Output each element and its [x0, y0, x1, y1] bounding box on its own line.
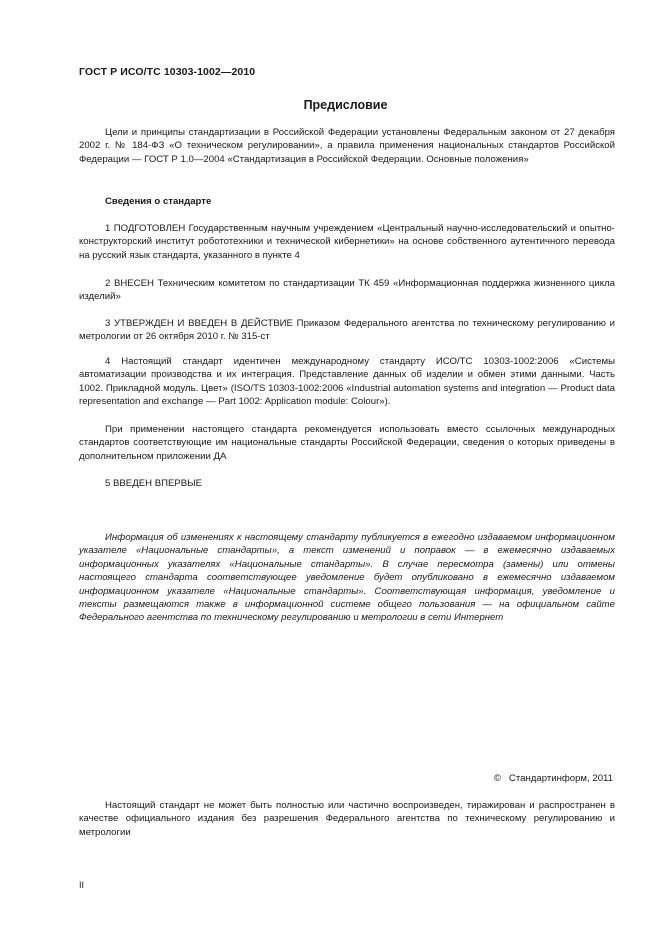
- item-5-first-introduced: 5 ВВЕДЕН ВПЕРВЫЕ: [105, 478, 203, 489]
- document-code: ГОСТ Р ИСО/ТС 10303-1002—2010: [79, 66, 256, 78]
- item-4-identical: 4 Настоящий стандарт идентичен международному стандарту ИСО/ТС 10303-1002:2006 «Системы автоматизации производства и их интеграция. Представление данных об изделии и обмен этими данными. Часть 1002. Прикладной модуль. Цвет» (ISO/TS 10303-1002:2006 «Industrial automation systems and integration — Product data representation and exchange — Part 1002: Application module: Colour»).: [79, 356, 615, 408]
- reproduction-notice: Настоящий стандарт не может быть полностью или частично воспроизведен, тиражирован и распространен в качестве официального издания без разрешения Федерального агентства по техническому регулированию и метрологии: [79, 800, 615, 838]
- item-2-submitted: 2 ВНЕСЕН Техническим комитетом по стандартизации ТК 459 «Информационная поддержка жизненного цикла изделий»: [79, 278, 615, 303]
- intro-paragraph: Цели и принципы стандартизации в Российской Федерации установлены Федеральным законом от 27 декабря 2002 г. № 184-ФЗ «О техническом регулировании», а правила применения национальных стандартов Российской Федерации — ГОСТ Р 1.0—2004 «Стандартизация в Российской Федерации. Основные положения»: [79, 127, 615, 165]
- changes-notice: Информация об изменениях к настоящему стандарту публикуется в ежегодно издаваемом информационном указателе «Национальные стандарты», а текст изменений и поправок — в ежемесячно издаваемых информационных указателях «Национальные стандарты». В случае пересмотра (замены) или отмены настоящего стандарта соответствующее уведомление будет опубликовано в ежемесячно издаваемом информационном указателе «Национальные стандарты». Соответствующая информация, уведомление и тексты размещаются также в информационной системе общего пользования — на официальном сайте Федерального агентства по техническому регулированию и метрологии в сети Интернет: [79, 532, 615, 624]
- copyright-line: © Стандартинформ, 2011: [493, 773, 613, 784]
- item-1-prepared: 1 ПОДГОТОВЛЕН Государственным научным учреждением «Центральный научно-исследовательский и опытно-конструкторский институт робототехники и технической кибернетики» на основе собственного аутентичного перевода на русский язык стандарта, указанного в пункте 4: [79, 223, 615, 261]
- page-title: Предисловие: [303, 98, 388, 112]
- item-4-references-note: При применении настоящего стандарта рекомендуется использовать вместо ссылочных международных стандартов соответствующие им национальные стандарты Российской Федерации, сведения о которых приведены в дополнительном приложении ДА: [79, 424, 615, 462]
- item-3-approved: 3 УТВЕРЖДЕН И ВВЕДЕН В ДЕЙСТВИЕ Приказом Федерального агентства по техническому регулированию и метрологии от 26 октября 2010 г. № 315-ст: [79, 318, 615, 343]
- page-number: II: [79, 880, 85, 890]
- section-subheading: Сведения о стандарте: [105, 196, 212, 207]
